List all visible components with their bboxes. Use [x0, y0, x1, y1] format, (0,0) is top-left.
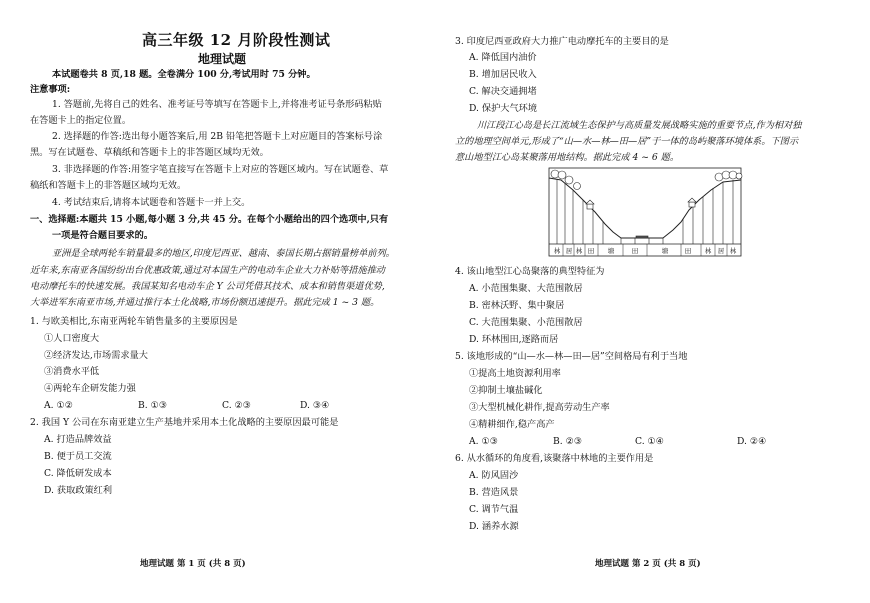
q5-statement: ①提高土地资源利用率	[469, 368, 561, 379]
q5-statement: ③大型机械化耕作,提高劳动生产率	[469, 402, 610, 413]
q6-option-a[interactable]: A. 防风固沙	[469, 470, 519, 481]
notice-heading: 注意事项:	[30, 84, 71, 95]
notice-line: 4. 考试结束后,请将本试题卷和答题卡一并上交。	[52, 197, 251, 208]
q4-option-b[interactable]: B. 密林沃野、集中聚居	[469, 300, 565, 311]
q5-option-d[interactable]: D. ②④	[737, 436, 767, 447]
settlement-profile-figure	[543, 166, 745, 258]
q2-option-d[interactable]: D. 获取政策红利	[44, 485, 113, 496]
passage-line: 川江段江心岛是长江流域生态保护与高质量发展战略实施的重要节点,作为相对独	[477, 120, 802, 131]
question-2: 2. 我国 Y 公司在东南亚建立生产基地并采用本土化战略的主要原因最可能是	[30, 417, 339, 428]
q5-option-c[interactable]: C. ①④	[635, 436, 665, 447]
figure-label: 塘	[607, 247, 615, 255]
passage-line: 意山地型江心岛某聚落用地结构。据此完成 4 ~ 6 题。	[455, 152, 680, 163]
figure-label: 居	[565, 247, 573, 255]
section-heading-cont: 一项是符合题目要求的。	[52, 230, 154, 241]
q6-option-b[interactable]: B. 营造风景	[469, 487, 519, 498]
q5-statement: ②抑制土壤盐碱化	[469, 385, 543, 396]
q5-statement: ④精耕细作,稳产高产	[469, 419, 555, 430]
q1-option-c[interactable]: C. ②③	[222, 400, 252, 411]
q2-option-c[interactable]: C. 降低研发成本	[44, 468, 112, 479]
q2-option-b[interactable]: B. 便于员工交流	[44, 451, 112, 462]
q4-option-a[interactable]: A. 小范围集聚、大范围散居	[469, 283, 583, 294]
question-4: 4. 该山地型江心岛聚落的典型特征为	[455, 266, 605, 277]
q3-option-a[interactable]: A. 降低国内油价	[469, 52, 537, 63]
q1-option-b[interactable]: B. ①③	[138, 400, 168, 411]
question-5: 5. 该地形成的“山—水—林—田—居”空间格局有利于当地	[455, 351, 688, 362]
q4-option-c[interactable]: C. 大范围集聚、小范围散居	[469, 317, 583, 328]
q1-statement: ②经济发达,市场需求量大	[44, 350, 148, 361]
passage-line: 大举进军东南亚市场,并通过推行本土化战略,市场份额迅速提升。据此完成 1 ~ 3 题。	[30, 297, 380, 308]
notice-line: 2. 选择题的作答:选出每小题答案后,用 2B 铅笔把答题卡上对应题目的答案标号涂	[52, 131, 383, 142]
q1-option-a[interactable]: A. ①②	[44, 400, 73, 411]
q2-option-a[interactable]: A. 打造品牌效益	[44, 434, 112, 445]
q1-statement: ①人口密度大	[44, 333, 100, 344]
figure-label: 田	[587, 247, 595, 255]
q1-statement: ④两轮车企研发能力强	[44, 383, 136, 394]
q3-option-b[interactable]: B. 增加居民收入	[469, 69, 537, 80]
passage-line: 近年来,东南亚各国纷纷出台优惠政策,通过对本国生产的电动车企业大力补贴等措施推动	[30, 265, 385, 276]
figure-label: 田	[684, 247, 692, 255]
q6-option-c[interactable]: C. 调节气温	[469, 504, 519, 515]
q3-option-c[interactable]: C. 解决交通拥堵	[469, 86, 537, 97]
q5-option-a[interactable]: A. ①③	[469, 436, 498, 447]
q1-option-d[interactable]: D. ③④	[300, 400, 330, 411]
q1-statement: ③消费水平低	[44, 366, 100, 377]
q4-option-d[interactable]: D. 环林围田,逐路而居	[469, 334, 559, 345]
figure-label: 林	[704, 247, 712, 255]
notice-line: 1. 答题前,先将自己的姓名、准考证号等填写在答题卡上,并将准考证号条形码粘贴	[52, 99, 382, 110]
notice-line: 3. 非选择题的作答:用签字笔直接写在答题卡上对应的答题区域内。写在试题卷、草	[52, 164, 389, 175]
q5-option-b[interactable]: B. ②③	[553, 436, 583, 447]
figure-label: 居	[717, 247, 725, 255]
passage-line: 立的地理空间单元,形成了“山—水—林—田—居”于一体的岛屿聚落环境体系。下图示	[455, 136, 799, 147]
figure-label: 塘	[661, 247, 669, 255]
exam-meta: 本试题卷共 8 页,18 题。全卷满分 100 分,考试用时 75 分钟。	[52, 69, 316, 80]
question-3: 3. 印度尼西亚政府大力推广电动摩托车的主要目的是	[455, 36, 669, 47]
figure-label: 林	[729, 247, 737, 255]
section-heading: 一、选择题:本题共 15 小题,每小题 3 分,共 45 分。在每个小题给出的四个选项中,只有	[30, 214, 389, 225]
q3-option-d[interactable]: D. 保护大气环境	[469, 103, 538, 114]
q6-option-d[interactable]: D. 涵养水源	[469, 521, 519, 532]
page-footer: 地理试题 第 2 页 (共 8 页)	[595, 559, 701, 569]
question-1: 1. 与欧美相比,东南亚两轮车销售量多的主要原因是	[30, 316, 238, 327]
notice-line: 稿纸和答题卡上的非答题区域均无效。	[30, 180, 187, 191]
exam-title: 高三年级 12 月阶段性测试	[142, 31, 331, 49]
notice-line: 黑。写在试题卷、草稿纸和答题卡上的非答题区域均无效。	[30, 147, 269, 158]
question-6: 6. 从水循环的角度看,该聚落中林地的主要作用是	[455, 453, 654, 464]
passage-line: 亚洲是全球两轮车销量最多的地区,印度尼西亚、越南、泰国长期占据销量榜单前列。	[52, 248, 395, 259]
passage-line: 电动摩托车的快速发展。我国某知名电动车企 Y 公司凭借其技术、成本和销售渠道优势,	[30, 281, 385, 292]
exam-subtitle: 地理试题	[198, 52, 247, 66]
figure-label: 田	[631, 247, 639, 255]
notice-line: 在答题卡上的指定位置。	[30, 115, 132, 126]
page-footer: 地理试题 第 1 页 (共 8 页)	[140, 559, 246, 569]
figure-label: 林	[553, 247, 561, 255]
figure-label: 林	[575, 247, 583, 255]
